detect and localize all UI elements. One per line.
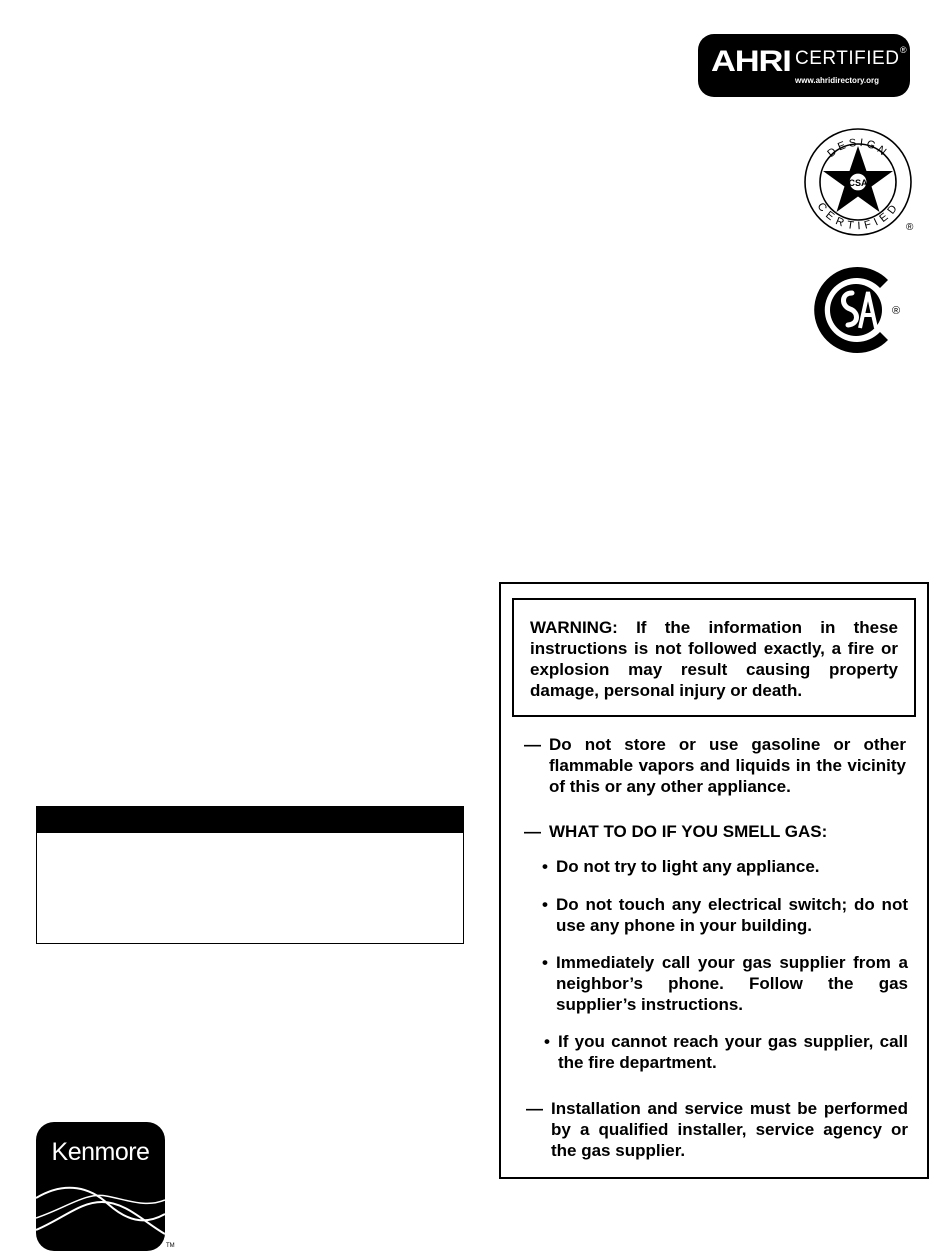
ahri-logo-word: AHRI [711,45,791,78]
seal-top-text: DESIGN [825,136,891,160]
ahri-logo-certified: CERTIFIED [795,48,900,69]
warning-text: WARNING: If the information in these instructions is not followed exactly, a fire or explosion may result causing property damage, personal injury or death. [530,618,898,700]
warning-item-gasoline [524,734,906,797]
seal-bottom-text: CERTIFIED [814,200,902,233]
gas-bullet-item [544,1031,908,1073]
gas-bullet-item [542,952,908,1015]
kenmore-logo [36,1122,165,1251]
csa-registered-mark: ® [892,305,901,317]
notice-header-bar [37,807,463,833]
gas-bullet-text: If you cannot reach your gas supplier, call the fire department. [558,1032,908,1072]
gas-bullet-item [542,856,908,877]
kenmore-logo-text: Kenmore [51,1138,150,1166]
svg-text:CERTIFIED [815,201,902,233]
bullet-marker: • [542,857,548,876]
csa-logo [808,262,913,358]
kenmore-swoosh-icon [36,1122,165,1251]
warning-item-text: Do not store or use gasoline or other flammable vapors and liquids in the vicinity of this or any other appliance. [549,735,906,796]
warning-item-text: WHAT TO DO IF YOU SMELL GAS: [549,822,828,841]
bullet-marker: • [542,895,548,914]
gas-bullet-text: Do not touch any electrical switch; do not use any phone in your building. [556,895,908,935]
ahri-certified-logo [698,34,910,97]
warning-item-installation [526,1098,908,1161]
dash-marker: — [524,822,541,841]
dash-marker: — [526,1099,543,1118]
kenmore-trademark: TM [166,1243,175,1249]
dash-marker: — [524,735,541,754]
gas-bullet-text: Do not try to light any appliance. [556,857,820,876]
ahri-logo-registered-mark: ® [900,45,907,55]
gas-bullet-text: Immediately call your gas supplier from a neighbor’s phone. Follow the gas supplier’s instructions. [556,953,908,1014]
design-certified-seal [800,128,918,238]
seal-registered-mark: ® [906,222,914,233]
warning-item-smell-gas [524,821,906,842]
warning-item-text: Installation and service must be performed by a qualified installer, service agency or the gas supplier. [551,1099,908,1160]
seal-center-text: CSA [848,178,868,188]
bullet-marker: • [542,953,548,972]
bullet-marker: • [544,1032,550,1051]
ahri-logo-url: www.ahridirectory.org [795,76,880,85]
gas-bullet-item [542,894,908,936]
notice-box [36,806,464,944]
